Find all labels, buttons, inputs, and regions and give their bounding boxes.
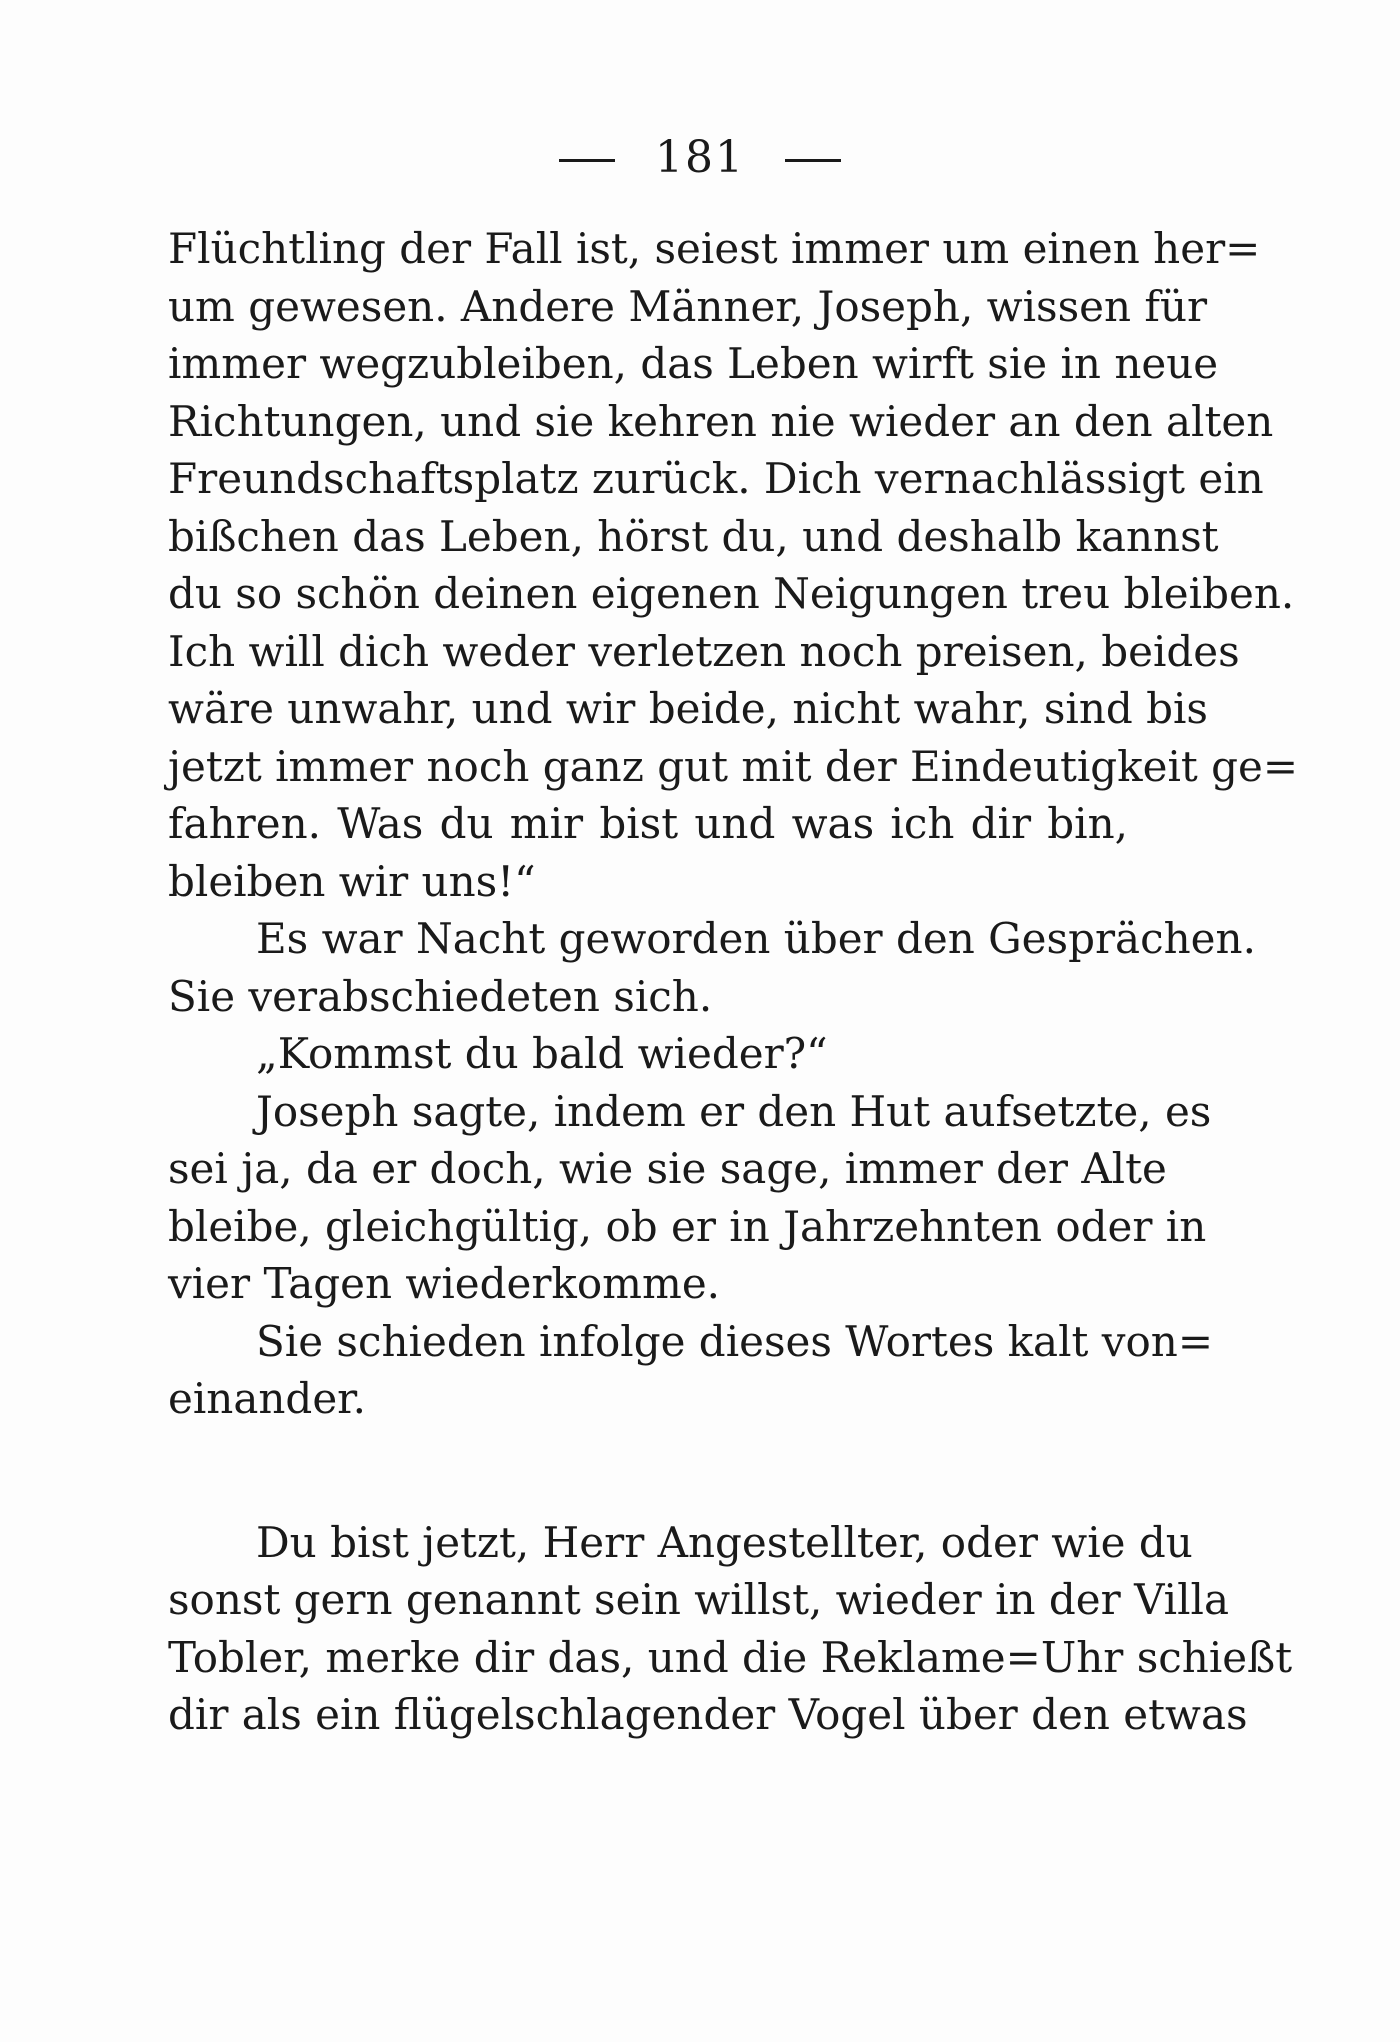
text-line: Es war Nacht geworden über den Gesprächen. [256, 914, 1256, 963]
text-line: immer wegzubleiben, das Leben wirft sie in neue [168, 339, 1219, 388]
text-line: „Kommst du bald wieder?“ [256, 1029, 828, 1078]
text-line: Sie schieden infolge dieses Wortes kalt von= [256, 1316, 1214, 1366]
text-line: bleiben wir uns!“ [168, 856, 536, 906]
text-line: sei ja, da er doch, wie sie sage, immer der Alte [168, 1144, 1167, 1193]
body-text [168, 220, 1299, 1744]
text-line: wäre unwahr, und wir beide, nicht wahr, sind bis [168, 684, 1208, 733]
text-line: Ich will dich weder verletzen noch preisen, beides [168, 626, 1240, 676]
section-gap [168, 1428, 1128, 1514]
text-line: Du bist jetzt, Herr Angestellter, oder wie du [256, 1517, 1193, 1567]
text-line: vier Tagen wiederkomme. [168, 1259, 721, 1308]
text-line: sonst gern genannt sein willst, wieder in der Villa [168, 1575, 1230, 1624]
text-line: einander. [168, 1374, 366, 1423]
text-line: du so schön deinen eigenen Neigungen treu bleiben. [168, 569, 1295, 618]
text-line: fahren. Was du mir bist und was ich dir bin, [168, 799, 1128, 848]
text-line: jetzt immer noch ganz gut mit der Eindeutigkeit ge= [168, 741, 1299, 791]
text-line: Tobler, merke dir das, und die Reklame=Uhr schießt [168, 1632, 1293, 1682]
text-line: bleibe, gleichgültig, ob er in Jahrzehnten oder in [168, 1201, 1207, 1251]
text-line: Joseph sagte, indem er den Hut aufsetzte, es [256, 1086, 1212, 1136]
page-number: 181 [655, 132, 745, 183]
dash-right [785, 159, 841, 162]
text-line: dir als ein flügelschlagender Vogel über den etwas [168, 1690, 1248, 1739]
text-line: Sie verabschiedeten sich. [168, 971, 713, 1021]
text-line: Flüchtling der Fall ist, seiest immer um einen her= [168, 224, 1261, 273]
text-line: bißchen das Leben, hörst du, und deshalb kannst [168, 511, 1219, 561]
text-line: um gewesen. Andere Männer, Joseph, wissen für [168, 281, 1208, 331]
text-line: Freundschaftsplatz zurück. Dich vernachlässigt ein [168, 454, 1264, 503]
text-line: Richtungen, und sie kehren nie wieder an den alten [168, 396, 1274, 446]
dash-left [559, 159, 615, 162]
page-number-header [0, 132, 1400, 183]
